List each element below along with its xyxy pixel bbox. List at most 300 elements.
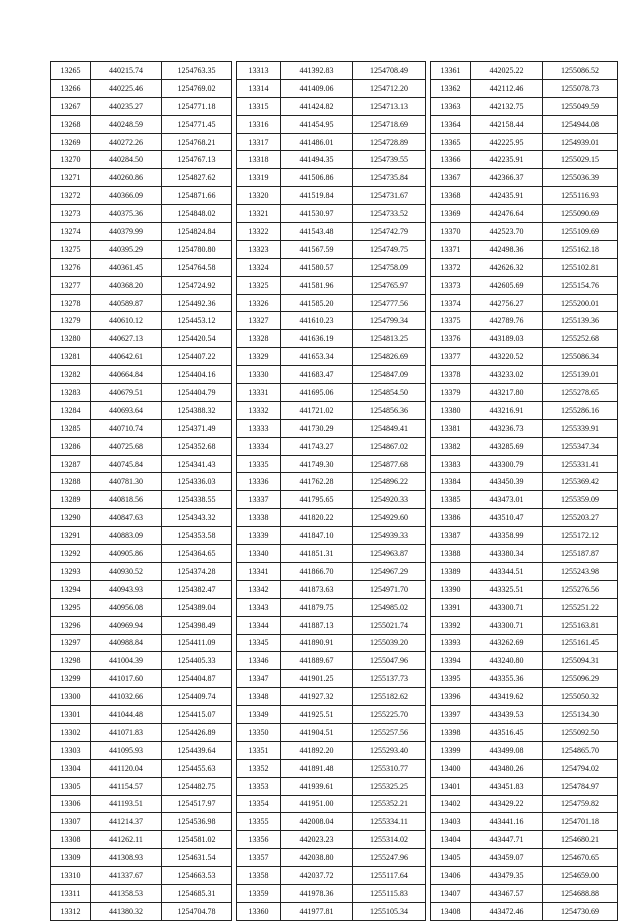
x-coordinate-cell: 440905.86 xyxy=(91,545,162,563)
y-coordinate-cell: 1254353.58 xyxy=(162,527,232,545)
y-coordinate-cell: 1254765.97 xyxy=(353,276,426,294)
y-coordinate-cell: 1255161.45 xyxy=(543,634,618,652)
point-number-cell: 13304 xyxy=(51,759,91,777)
y-coordinate-cell: 1254336.03 xyxy=(162,473,232,491)
y-coordinate-cell: 1254780.80 xyxy=(162,240,232,258)
x-coordinate-cell: 440379.99 xyxy=(91,223,162,241)
y-coordinate-cell: 1255163.81 xyxy=(543,616,618,634)
point-number-cell: 13265 xyxy=(51,62,91,80)
y-coordinate-cell: 1254455.63 xyxy=(162,759,232,777)
point-number-cell: 13375 xyxy=(431,312,471,330)
point-number-cell: 13297 xyxy=(51,634,91,652)
point-number-cell: 13385 xyxy=(431,491,471,509)
x-coordinate-cell: 443480.26 xyxy=(471,759,543,777)
y-coordinate-cell: 1254767.13 xyxy=(162,151,232,169)
y-coordinate-cell: 1254482.75 xyxy=(162,777,232,795)
y-coordinate-cell: 1254411.09 xyxy=(162,634,232,652)
y-coordinate-cell: 1254659.00 xyxy=(543,867,618,885)
table-row xyxy=(51,312,618,330)
table-row xyxy=(51,527,618,545)
y-coordinate-cell: 1255339.91 xyxy=(543,419,618,437)
x-coordinate-cell: 441879.75 xyxy=(281,598,353,616)
point-number-cell: 13336 xyxy=(237,473,281,491)
y-coordinate-cell: 1254848.02 xyxy=(162,205,232,223)
x-coordinate-cell: 443429.22 xyxy=(471,795,543,813)
y-coordinate-cell: 1254730.69 xyxy=(543,902,618,920)
x-coordinate-cell: 440847.63 xyxy=(91,509,162,527)
point-number-cell: 13376 xyxy=(431,330,471,348)
point-number-cell: 13401 xyxy=(431,777,471,795)
y-coordinate-cell: 1254382.47 xyxy=(162,580,232,598)
point-number-cell: 13306 xyxy=(51,795,91,813)
y-coordinate-cell: 1255247.96 xyxy=(353,849,426,867)
x-coordinate-cell: 443419.62 xyxy=(471,688,543,706)
y-coordinate-cell: 1255139.36 xyxy=(543,312,618,330)
table-row xyxy=(51,401,618,419)
table-row xyxy=(51,652,618,670)
x-coordinate-cell: 443516.45 xyxy=(471,723,543,741)
x-coordinate-cell: 442158.44 xyxy=(471,115,543,133)
x-coordinate-cell: 441154.57 xyxy=(91,777,162,795)
point-number-cell: 13266 xyxy=(51,79,91,97)
table-row xyxy=(51,741,618,759)
y-coordinate-cell: 1254371.49 xyxy=(162,419,232,437)
y-coordinate-cell: 1255252.68 xyxy=(543,330,618,348)
point-number-cell: 13360 xyxy=(237,902,281,920)
point-number-cell: 13282 xyxy=(51,366,91,384)
table-row xyxy=(51,330,618,348)
point-number-cell: 13303 xyxy=(51,741,91,759)
x-coordinate-cell: 443380.34 xyxy=(471,545,543,563)
table-row xyxy=(51,616,618,634)
point-number-cell: 13290 xyxy=(51,509,91,527)
x-coordinate-cell: 441567.59 xyxy=(281,240,353,258)
y-coordinate-cell: 1255134.30 xyxy=(543,706,618,724)
x-coordinate-cell: 443439.53 xyxy=(471,706,543,724)
point-number-cell: 13341 xyxy=(237,562,281,580)
x-coordinate-cell: 440395.29 xyxy=(91,240,162,258)
y-coordinate-cell: 1255257.56 xyxy=(353,723,426,741)
point-number-cell: 13270 xyxy=(51,151,91,169)
y-coordinate-cell: 1255094.31 xyxy=(543,652,618,670)
x-coordinate-cell: 441901.25 xyxy=(281,670,353,688)
point-number-cell: 13331 xyxy=(237,384,281,402)
x-coordinate-cell: 440818.56 xyxy=(91,491,162,509)
y-coordinate-cell: 1254824.84 xyxy=(162,223,232,241)
point-number-cell: 13273 xyxy=(51,205,91,223)
y-coordinate-cell: 1254341.43 xyxy=(162,455,232,473)
point-number-cell: 13288 xyxy=(51,473,91,491)
x-coordinate-cell: 440272.26 xyxy=(91,133,162,151)
table-row xyxy=(51,598,618,616)
y-coordinate-cell: 1255117.64 xyxy=(353,867,426,885)
x-coordinate-cell: 442132.75 xyxy=(471,97,543,115)
x-coordinate-cell: 441927.32 xyxy=(281,688,353,706)
point-number-cell: 13276 xyxy=(51,258,91,276)
x-coordinate-cell: 441889.67 xyxy=(281,652,353,670)
table-row xyxy=(51,634,618,652)
y-coordinate-cell: 1254739.55 xyxy=(353,151,426,169)
table-row xyxy=(51,294,618,312)
point-number-cell: 13377 xyxy=(431,348,471,366)
x-coordinate-cell: 441262.11 xyxy=(91,831,162,849)
x-coordinate-cell: 441925.51 xyxy=(281,706,353,724)
point-number-cell: 13390 xyxy=(431,580,471,598)
x-coordinate-cell: 442626.32 xyxy=(471,258,543,276)
point-number-cell: 13326 xyxy=(237,294,281,312)
x-coordinate-cell: 441695.06 xyxy=(281,384,353,402)
x-coordinate-cell: 440664.84 xyxy=(91,366,162,384)
x-coordinate-cell: 441653.34 xyxy=(281,348,353,366)
x-coordinate-cell: 443344.51 xyxy=(471,562,543,580)
table-row xyxy=(51,115,618,133)
point-number-cell: 13398 xyxy=(431,723,471,741)
x-coordinate-cell: 442038.80 xyxy=(281,849,353,867)
x-coordinate-cell: 442366.37 xyxy=(471,169,543,187)
table-row xyxy=(51,384,618,402)
x-coordinate-cell: 441683.47 xyxy=(281,366,353,384)
x-coordinate-cell: 443451.83 xyxy=(471,777,543,795)
y-coordinate-cell: 1254768.21 xyxy=(162,133,232,151)
y-coordinate-cell: 1255352.21 xyxy=(353,795,426,813)
x-coordinate-cell: 441358.53 xyxy=(91,884,162,902)
x-coordinate-cell: 441120.04 xyxy=(91,759,162,777)
point-number-cell: 13277 xyxy=(51,276,91,294)
point-number-cell: 13328 xyxy=(237,330,281,348)
point-number-cell: 13343 xyxy=(237,598,281,616)
y-coordinate-cell: 1254944.08 xyxy=(543,115,618,133)
x-coordinate-cell: 442023.23 xyxy=(281,831,353,849)
table-row xyxy=(51,580,618,598)
point-number-cell: 13315 xyxy=(237,97,281,115)
table-row xyxy=(51,759,618,777)
y-coordinate-cell: 1254352.68 xyxy=(162,437,232,455)
point-number-cell: 13267 xyxy=(51,97,91,115)
x-coordinate-cell: 443472.46 xyxy=(471,902,543,920)
y-coordinate-cell: 1254920.33 xyxy=(353,491,426,509)
y-coordinate-cell: 1254929.60 xyxy=(353,509,426,527)
x-coordinate-cell: 443473.01 xyxy=(471,491,543,509)
x-coordinate-cell: 442025.22 xyxy=(471,62,543,80)
y-coordinate-cell: 1254688.88 xyxy=(543,884,618,902)
point-number-cell: 13348 xyxy=(237,688,281,706)
y-coordinate-cell: 1254871.66 xyxy=(162,187,232,205)
y-coordinate-cell: 1254971.70 xyxy=(353,580,426,598)
y-coordinate-cell: 1255331.41 xyxy=(543,455,618,473)
x-coordinate-cell: 441939.61 xyxy=(281,777,353,795)
point-number-cell: 13319 xyxy=(237,169,281,187)
point-number-cell: 13349 xyxy=(237,706,281,724)
x-coordinate-cell: 443240.80 xyxy=(471,652,543,670)
x-coordinate-cell: 443499.08 xyxy=(471,741,543,759)
point-number-cell: 13287 xyxy=(51,455,91,473)
y-coordinate-cell: 1255105.34 xyxy=(353,902,426,920)
x-coordinate-cell: 441071.83 xyxy=(91,723,162,741)
y-coordinate-cell: 1254985.02 xyxy=(353,598,426,616)
point-number-cell: 13283 xyxy=(51,384,91,402)
x-coordinate-cell: 441743.27 xyxy=(281,437,353,455)
point-number-cell: 13337 xyxy=(237,491,281,509)
point-number-cell: 13371 xyxy=(431,240,471,258)
point-number-cell: 13342 xyxy=(237,580,281,598)
x-coordinate-cell: 440225.46 xyxy=(91,79,162,97)
table-row xyxy=(51,437,618,455)
x-coordinate-cell: 441095.93 xyxy=(91,741,162,759)
point-number-cell: 13334 xyxy=(237,437,281,455)
x-coordinate-cell: 442476.64 xyxy=(471,205,543,223)
x-coordinate-cell: 443262.69 xyxy=(471,634,543,652)
y-coordinate-cell: 1254426.89 xyxy=(162,723,232,741)
table-row xyxy=(51,831,618,849)
x-coordinate-cell: 441581.96 xyxy=(281,276,353,294)
point-number-cell: 13325 xyxy=(237,276,281,294)
table-row xyxy=(51,276,618,294)
coordinate-table xyxy=(50,61,618,921)
x-coordinate-cell: 442789.76 xyxy=(471,312,543,330)
y-coordinate-cell: 1254763.35 xyxy=(162,62,232,80)
table-row xyxy=(51,348,618,366)
x-coordinate-cell: 441636.19 xyxy=(281,330,353,348)
x-coordinate-cell: 441820.22 xyxy=(281,509,353,527)
table-row xyxy=(51,777,618,795)
x-coordinate-cell: 442037.72 xyxy=(281,867,353,885)
point-number-cell: 13351 xyxy=(237,741,281,759)
point-number-cell: 13338 xyxy=(237,509,281,527)
point-number-cell: 13381 xyxy=(431,419,471,437)
y-coordinate-cell: 1254865.70 xyxy=(543,741,618,759)
y-coordinate-cell: 1255172.12 xyxy=(543,527,618,545)
x-coordinate-cell: 440988.84 xyxy=(91,634,162,652)
x-coordinate-cell: 442498.36 xyxy=(471,240,543,258)
y-coordinate-cell: 1255325.25 xyxy=(353,777,426,795)
point-number-cell: 13330 xyxy=(237,366,281,384)
x-coordinate-cell: 441409.06 xyxy=(281,79,353,97)
y-coordinate-cell: 1254404.16 xyxy=(162,366,232,384)
point-number-cell: 13285 xyxy=(51,419,91,437)
table-row xyxy=(51,205,618,223)
x-coordinate-cell: 441887.13 xyxy=(281,616,353,634)
point-number-cell: 13318 xyxy=(237,151,281,169)
point-number-cell: 13363 xyxy=(431,97,471,115)
point-number-cell: 13296 xyxy=(51,616,91,634)
point-number-cell: 13286 xyxy=(51,437,91,455)
y-coordinate-cell: 1255047.96 xyxy=(353,652,426,670)
x-coordinate-cell: 441730.29 xyxy=(281,419,353,437)
y-coordinate-cell: 1254867.02 xyxy=(353,437,426,455)
point-number-cell: 13373 xyxy=(431,276,471,294)
x-coordinate-cell: 440366.09 xyxy=(91,187,162,205)
x-coordinate-cell: 440693.64 xyxy=(91,401,162,419)
point-number-cell: 13280 xyxy=(51,330,91,348)
y-coordinate-cell: 1254758.09 xyxy=(353,258,426,276)
point-number-cell: 13346 xyxy=(237,652,281,670)
x-coordinate-cell: 441380.32 xyxy=(91,902,162,920)
x-coordinate-cell: 441721.02 xyxy=(281,401,353,419)
point-number-cell: 13355 xyxy=(237,813,281,831)
table-row xyxy=(51,473,618,491)
point-number-cell: 13388 xyxy=(431,545,471,563)
point-number-cell: 13269 xyxy=(51,133,91,151)
point-number-cell: 13274 xyxy=(51,223,91,241)
x-coordinate-cell: 443325.51 xyxy=(471,580,543,598)
point-number-cell: 13271 xyxy=(51,169,91,187)
point-number-cell: 13278 xyxy=(51,294,91,312)
y-coordinate-cell: 1255036.39 xyxy=(543,169,618,187)
y-coordinate-cell: 1254670.65 xyxy=(543,849,618,867)
y-coordinate-cell: 1255049.59 xyxy=(543,97,618,115)
point-number-cell: 13309 xyxy=(51,849,91,867)
point-number-cell: 13369 xyxy=(431,205,471,223)
x-coordinate-cell: 443300.79 xyxy=(471,455,543,473)
x-coordinate-cell: 440745.84 xyxy=(91,455,162,473)
y-coordinate-cell: 1254735.84 xyxy=(353,169,426,187)
y-coordinate-cell: 1255090.69 xyxy=(543,205,618,223)
y-coordinate-cell: 1254826.69 xyxy=(353,348,426,366)
table-row xyxy=(51,169,618,187)
y-coordinate-cell: 1255310.77 xyxy=(353,759,426,777)
y-coordinate-cell: 1254939.33 xyxy=(353,527,426,545)
table-row xyxy=(51,62,618,80)
table-row xyxy=(51,670,618,688)
point-number-cell: 13402 xyxy=(431,795,471,813)
point-number-cell: 13407 xyxy=(431,884,471,902)
y-coordinate-cell: 1255203.27 xyxy=(543,509,618,527)
x-coordinate-cell: 441892.20 xyxy=(281,741,353,759)
x-coordinate-cell: 440368.20 xyxy=(91,276,162,294)
y-coordinate-cell: 1255086.34 xyxy=(543,348,618,366)
x-coordinate-cell: 442225.95 xyxy=(471,133,543,151)
point-number-cell: 13400 xyxy=(431,759,471,777)
table-row xyxy=(51,849,618,867)
y-coordinate-cell: 1254849.41 xyxy=(353,419,426,437)
y-coordinate-cell: 1254439.64 xyxy=(162,741,232,759)
x-coordinate-cell: 441851.31 xyxy=(281,545,353,563)
point-number-cell: 13350 xyxy=(237,723,281,741)
x-coordinate-cell: 441337.67 xyxy=(91,867,162,885)
x-coordinate-cell: 442112.46 xyxy=(471,79,543,97)
point-number-cell: 13279 xyxy=(51,312,91,330)
y-coordinate-cell: 1254374.28 xyxy=(162,562,232,580)
point-number-cell: 13322 xyxy=(237,223,281,241)
y-coordinate-cell: 1254771.18 xyxy=(162,97,232,115)
y-coordinate-cell: 1254581.02 xyxy=(162,831,232,849)
table-row xyxy=(51,223,618,241)
x-coordinate-cell: 443450.39 xyxy=(471,473,543,491)
x-coordinate-cell: 441486.01 xyxy=(281,133,353,151)
point-number-cell: 13392 xyxy=(431,616,471,634)
table-row xyxy=(51,151,618,169)
point-number-cell: 13323 xyxy=(237,240,281,258)
point-number-cell: 13272 xyxy=(51,187,91,205)
x-coordinate-cell: 442008.04 xyxy=(281,813,353,831)
point-number-cell: 13404 xyxy=(431,831,471,849)
x-coordinate-cell: 440215.74 xyxy=(91,62,162,80)
point-number-cell: 13394 xyxy=(431,652,471,670)
x-coordinate-cell: 440710.74 xyxy=(91,419,162,437)
x-coordinate-cell: 441762.28 xyxy=(281,473,353,491)
x-coordinate-cell: 441610.23 xyxy=(281,312,353,330)
x-coordinate-cell: 443355.36 xyxy=(471,670,543,688)
x-coordinate-cell: 441214.37 xyxy=(91,813,162,831)
point-number-cell: 13324 xyxy=(237,258,281,276)
x-coordinate-cell: 440361.45 xyxy=(91,258,162,276)
x-coordinate-cell: 441519.84 xyxy=(281,187,353,205)
y-coordinate-cell: 1255243.98 xyxy=(543,562,618,580)
point-number-cell: 13395 xyxy=(431,670,471,688)
y-coordinate-cell: 1254388.32 xyxy=(162,401,232,419)
x-coordinate-cell: 441890.91 xyxy=(281,634,353,652)
x-coordinate-cell: 441978.36 xyxy=(281,884,353,902)
point-number-cell: 13340 xyxy=(237,545,281,563)
y-coordinate-cell: 1255050.32 xyxy=(543,688,618,706)
point-number-cell: 13302 xyxy=(51,723,91,741)
y-coordinate-cell: 1255139.01 xyxy=(543,366,618,384)
x-coordinate-cell: 441506.86 xyxy=(281,169,353,187)
y-coordinate-cell: 1254847.09 xyxy=(353,366,426,384)
point-number-cell: 13294 xyxy=(51,580,91,598)
x-coordinate-cell: 443285.69 xyxy=(471,437,543,455)
y-coordinate-cell: 1254701.18 xyxy=(543,813,618,831)
point-number-cell: 13289 xyxy=(51,491,91,509)
x-coordinate-cell: 442235.91 xyxy=(471,151,543,169)
point-number-cell: 13386 xyxy=(431,509,471,527)
point-number-cell: 13396 xyxy=(431,688,471,706)
table-row xyxy=(51,419,618,437)
point-number-cell: 13312 xyxy=(51,902,91,920)
point-number-cell: 13345 xyxy=(237,634,281,652)
y-coordinate-cell: 1255314.02 xyxy=(353,831,426,849)
x-coordinate-cell: 443300.71 xyxy=(471,616,543,634)
y-coordinate-cell: 1254759.82 xyxy=(543,795,618,813)
x-coordinate-cell: 443467.57 xyxy=(471,884,543,902)
x-coordinate-cell: 443233.02 xyxy=(471,366,543,384)
y-coordinate-cell: 1255137.73 xyxy=(353,670,426,688)
y-coordinate-cell: 1254771.45 xyxy=(162,115,232,133)
point-number-cell: 13406 xyxy=(431,867,471,885)
point-number-cell: 13358 xyxy=(237,867,281,885)
point-number-cell: 13347 xyxy=(237,670,281,688)
y-coordinate-cell: 1255086.52 xyxy=(543,62,618,80)
x-coordinate-cell: 441847.10 xyxy=(281,527,353,545)
point-number-cell: 13387 xyxy=(431,527,471,545)
y-coordinate-cell: 1254718.69 xyxy=(353,115,426,133)
y-coordinate-cell: 1254708.49 xyxy=(353,62,426,80)
x-coordinate-cell: 440943.93 xyxy=(91,580,162,598)
point-number-cell: 13374 xyxy=(431,294,471,312)
y-coordinate-cell: 1254364.65 xyxy=(162,545,232,563)
y-coordinate-cell: 1254742.79 xyxy=(353,223,426,241)
x-coordinate-cell: 443459.07 xyxy=(471,849,543,867)
y-coordinate-cell: 1254724.92 xyxy=(162,276,232,294)
y-coordinate-cell: 1255187.87 xyxy=(543,545,618,563)
table-row xyxy=(51,867,618,885)
point-number-cell: 13403 xyxy=(431,813,471,831)
point-number-cell: 13329 xyxy=(237,348,281,366)
point-number-cell: 13311 xyxy=(51,884,91,902)
y-coordinate-cell: 1254631.54 xyxy=(162,849,232,867)
point-number-cell: 13364 xyxy=(431,115,471,133)
y-coordinate-cell: 1254343.32 xyxy=(162,509,232,527)
x-coordinate-cell: 443358.99 xyxy=(471,527,543,545)
point-number-cell: 13281 xyxy=(51,348,91,366)
table-row xyxy=(51,97,618,115)
point-number-cell: 13379 xyxy=(431,384,471,402)
x-coordinate-cell: 443447.71 xyxy=(471,831,543,849)
x-coordinate-cell: 441032.66 xyxy=(91,688,162,706)
x-coordinate-cell: 441424.82 xyxy=(281,97,353,115)
table-row xyxy=(51,133,618,151)
y-coordinate-cell: 1254813.25 xyxy=(353,330,426,348)
